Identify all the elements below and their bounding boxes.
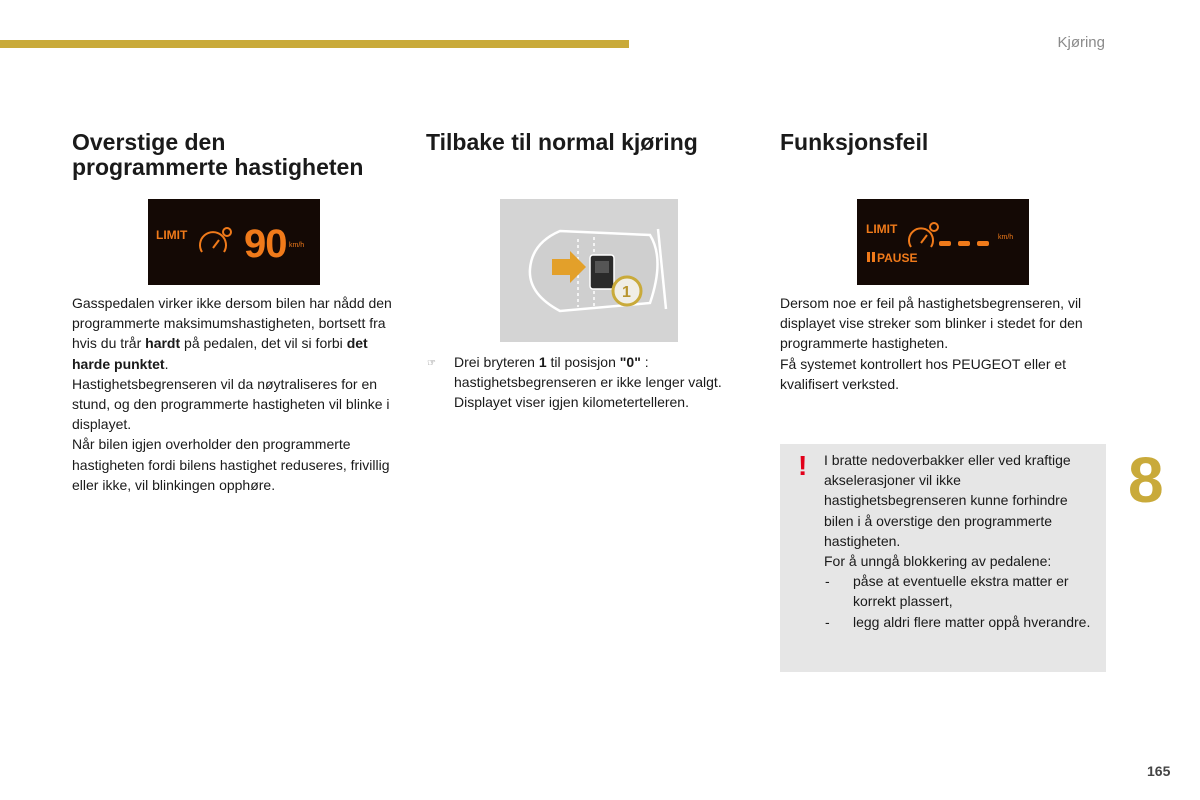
paragraph: Hastighetsbegrenseren vil da nøytraliseres for en stund, og den programmerte hastigheten vil blinke i displayet. <box>72 375 390 433</box>
instruction-text: Drei bryteren 1 til posisjon "0" : hastighetsbegrenseren er ikke lenger valgt. Displayet viser igjen kilometertelleren. <box>454 354 722 411</box>
speedometer-icon <box>200 228 231 252</box>
list-item: - legg aldri flere matter oppå hverandre. <box>825 613 1091 630</box>
programmed-speed: 90 <box>244 222 287 266</box>
section-label: Kjøring <box>1057 34 1105 51</box>
speedometer-icon <box>909 223 938 247</box>
speed-unit: km/h <box>998 234 1014 241</box>
heading-malfunction: Funksjonsfeil <box>780 129 929 155</box>
paragraph: For å unngå blokkering av pedalene: <box>824 553 1052 570</box>
speed-limit-display <box>148 199 320 285</box>
pause-icon <box>867 252 875 262</box>
page-number: 165 <box>1147 763 1171 779</box>
chapter-number: 8 <box>1128 444 1164 516</box>
paragraph: Få systemet kontrollert hos PEUGEOT eller et kvalifisert verksted. <box>780 355 1067 392</box>
header-accent-bar <box>0 40 629 48</box>
warning-icon: ! <box>798 450 808 481</box>
paragraph: Når bilen igjen overholder den programmerte hastigheten fordi bilens hastighet reduseres, frivillig eller ikke, vil blinkingen opphøre. <box>72 436 390 493</box>
list-item: - påse at eventuelle ekstra matter er korrekt plassert, <box>825 573 1069 610</box>
heading-line-2: programmerte hastigheten <box>72 154 364 180</box>
pointer-icon: ☞ <box>427 358 436 369</box>
warning-text <box>824 450 1100 632</box>
speed-unit: km/h <box>289 242 305 249</box>
heading-exceed-speed <box>72 130 412 180</box>
blinking-dashes <box>939 241 989 246</box>
warning-box <box>780 444 1106 672</box>
exceed-speed-text <box>72 293 402 495</box>
paragraph: Dersom noe er feil på hastighetsbegrenseren, vil displayet vise streker som blinker i stedet for den programmerte hastigheten. <box>780 295 1083 352</box>
stalk-illustration <box>500 199 678 342</box>
heading-normal-driving: Tilbake til normal kjøring <box>426 129 698 155</box>
paragraph: I bratte nedoverbakker eller ved kraftige akselerasjoner vil ikke hastighetsbegrenseren kunne forhindre bilen i å overstige den programmerte hastigheten. <box>824 452 1071 549</box>
heading-line-1: Overstige den <box>72 129 226 155</box>
limit-label: LIMIT <box>156 228 188 242</box>
instruction-item <box>427 352 757 413</box>
pause-label: PAUSE <box>877 251 918 265</box>
limit-label: LIMIT <box>866 222 898 236</box>
malfunction-text <box>780 293 1110 394</box>
callout-number: 1 <box>622 284 631 301</box>
paragraph: Gasspedalen virker ikke dersom bilen har nådd den programmerte maksimumshastigheten, bortsett fra hvis du trår hardt på pedalen, det vil si forbi det harde punktet. <box>72 295 392 372</box>
fault-display <box>857 199 1029 285</box>
